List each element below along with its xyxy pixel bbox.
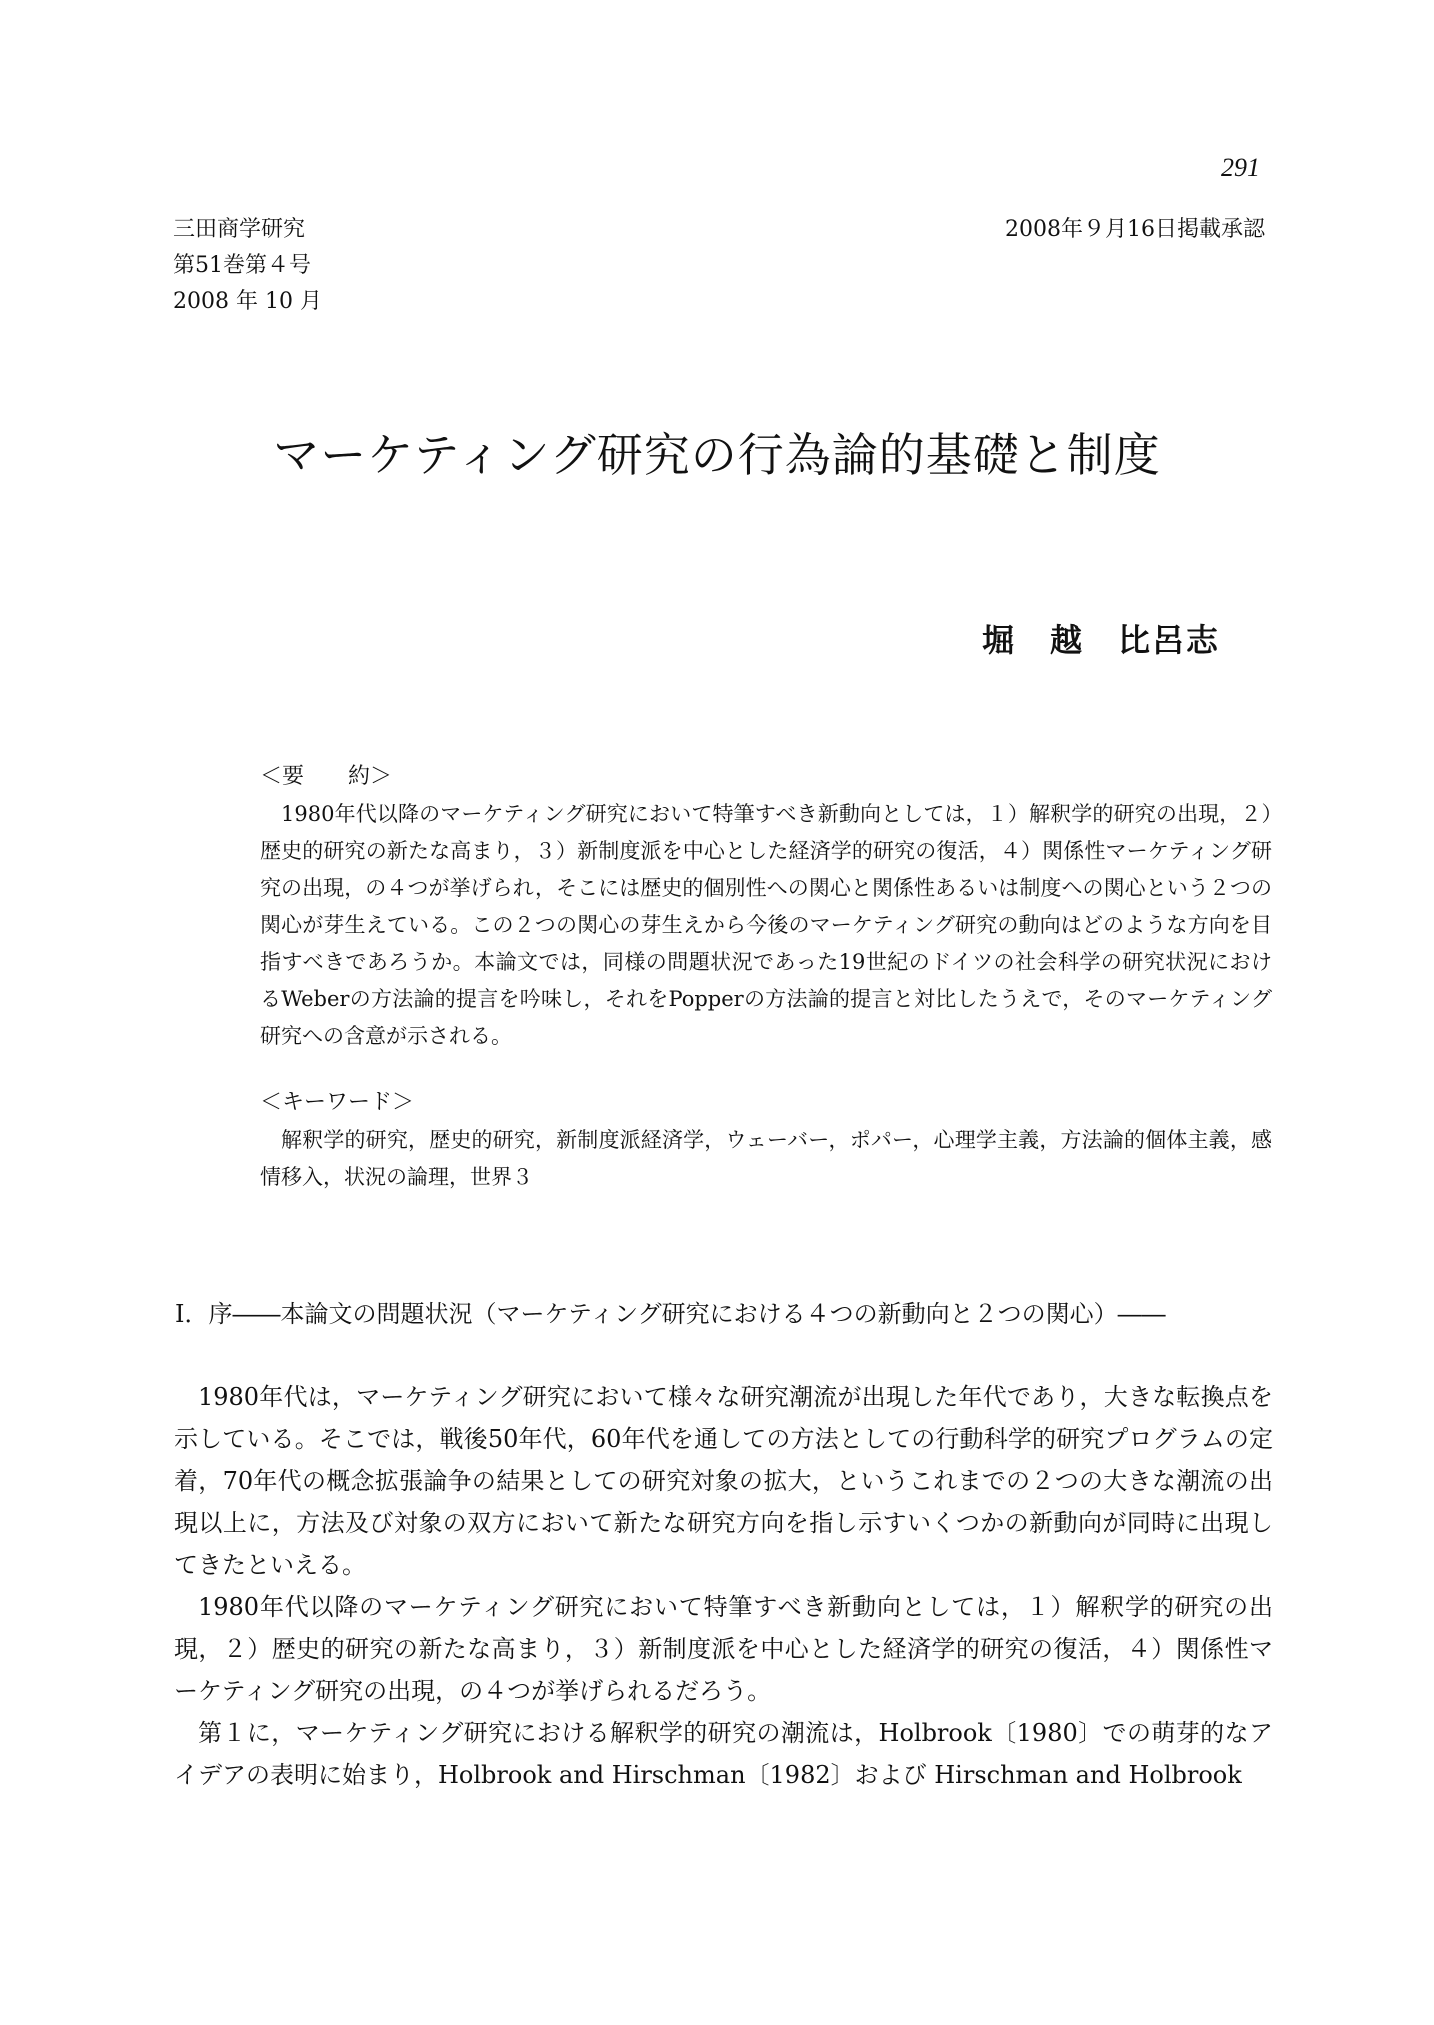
paragraph: 第１に，マーケティング研究における解釈学的研究の潮流は，Holbrook〔1980〕での萌芽的なアイデアの表明に始まり，Holbrook and Hirschman〔1982〕および Hirschman and Holbrook: [174, 1719, 1273, 1789]
journal-name: 三田商学研究: [173, 217, 306, 242]
section-heading: Ⅰ．序――本論文の問題状況（マーケティング研究における４つの新動向と２つの関心）――: [175, 1300, 1166, 1328]
keywords-heading: ＜キーワード＞: [260, 1090, 415, 1115]
paragraph: 1980年代は，マーケティング研究において様々な研究潮流が出現した年代であり，大きな転換点を示している。そこでは，戦後50年代，60年代を通しての方法としての行動科学的研究プログラムの定着，70年代の概念拡張論争の結果としての研究対象の拡大，というこれまでの２つの大きな潮流の出現以上に，方法及び対象の双方において新たな研究方向を指し示すいくつかの新動向が同時に出現してきたといえる。: [174, 1383, 1273, 1579]
journal-volume: 第51巻第４号: [173, 253, 311, 278]
journal-date: 2008 年 10 月: [173, 289, 322, 314]
keywords-body: 解釈学的研究，歴史的研究，新制度派経済学，ウェーバー，ポパー，心理学主義，方法論的個体主義，感情移入，状況の論理，世界３: [260, 1128, 1272, 1189]
journal-info: [173, 212, 322, 320]
abstract-heading: ＜要 約＞: [260, 764, 393, 789]
acceptance-date: 2008年９月16日掲載承認: [1005, 217, 1265, 242]
abstract-body: 1980年代以降のマーケティング研究において特筆すべき新動向としては，１）解釈学的研究の出現，２）歴史的研究の新たな高まり，３）新制度派を中心とした経済学的研究の復活，４）関係性マーケティング研究の出現，の４つが挙げられ，そこには歴史的個別性への関心と関係性あるいは制度への関心という２つの関心が芽生えている。この２つの関心の芽生えから今後のマーケティング研究の動向はどのような方向を目指すべきであろうか。本論文では，同様の問題状況であった19世紀のドイツの社会科学の研究状況におけるWeberの方法論的提言を吟味し，それをPopperの方法論的提言と対比したうえで，そのマーケティング研究への含意が示される。: [260, 802, 1272, 1048]
page-number: 291: [1221, 153, 1260, 182]
main-body: [174, 1376, 1273, 1796]
paper-title: マーケティング研究の行為論的基礎と制度: [273, 428, 1161, 482]
author-name: 堀 越 比呂志: [981, 621, 1220, 659]
paragraph: 1980年代以降のマーケティング研究において特筆すべき新動向としては，１）解釈学的研究の出現，２）歴史的研究の新たな高まり，３）新制度派を中心とした経済学的研究の復活，４）関係性マーケティング研究の出現，の４つが挙げられるだろう。: [174, 1593, 1273, 1705]
